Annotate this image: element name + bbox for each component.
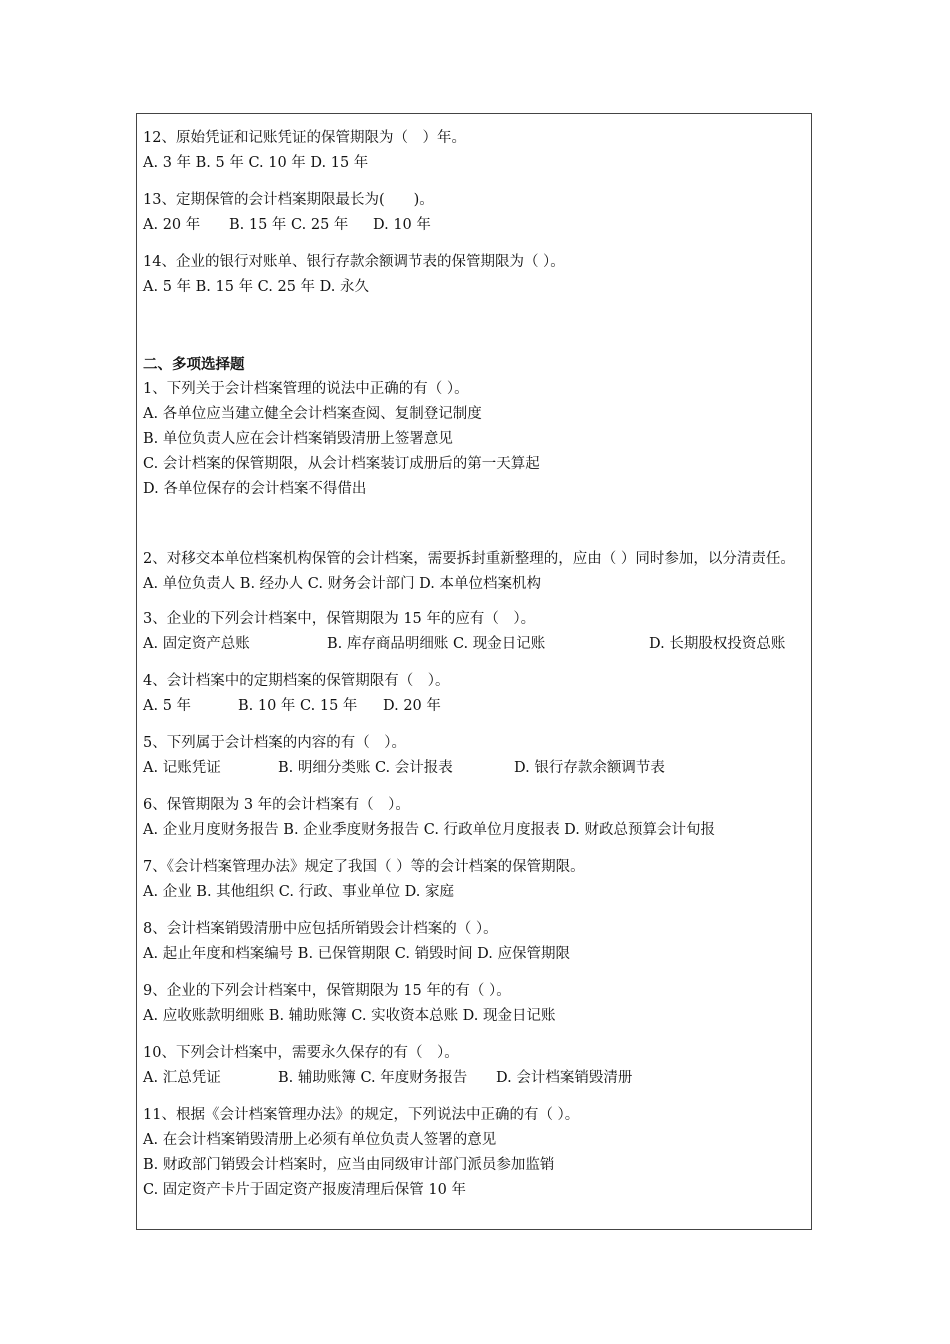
option-b: B. 财政部门销毁会计档案时，应当由同级审计部门派员参加监销 xyxy=(143,1157,555,1173)
question-options xyxy=(143,213,808,238)
option-a: A. 记账凭证 xyxy=(143,760,221,776)
question-options: A. 起止年度和档案编号 B. 已保管期限 C. 销毁时间 D. 应保管期限 xyxy=(143,946,571,962)
document-content xyxy=(143,126,808,1215)
question-text: 7、《会计档案管理办法》规定了我国（ ）等的会计档案的保管期限。 xyxy=(143,859,585,875)
option-d: D. 各单位保存的会计档案不得借出 xyxy=(143,481,367,497)
question-text: 2、对移交本单位档案机构保管的会计档案，需要拆封重新整理的，应由（ ）同时参加，以分清责任。 xyxy=(143,551,795,567)
question-12 xyxy=(143,126,808,176)
question-options: A. 单位负责人 B. 经办人 C. 财务会计部门 D. 本单位档案机构 xyxy=(143,576,542,592)
option-c: C. 会计档案的保管期限，从会计档案装订成册后的第一天算起 xyxy=(143,456,540,472)
option-c: C. 固定资产卡片于固定资产报废清理后保管 10 年 xyxy=(143,1182,466,1198)
question-options: A. 3 年 B. 5 年 C. 10 年 D. 15 年 xyxy=(143,155,369,171)
question-text: 5、下列属于会计档案的内容的有（ ）。 xyxy=(143,735,406,751)
question-options: A. 应收账款明细账 B. 辅助账簿 C. 实收资本总账 D. 现金日记账 xyxy=(143,1008,556,1024)
option-d: D. 会计档案销毁清册 xyxy=(496,1070,633,1086)
multi-question-8 xyxy=(143,917,808,967)
option-b: B. 单位负责人应在会计档案销毁清册上签署意见 xyxy=(143,431,453,447)
spacer xyxy=(143,514,808,547)
question-14 xyxy=(143,250,808,300)
question-text: 10、下列会计档案中，需要永久保存的有（ ）。 xyxy=(143,1045,459,1061)
option-bc: B. 15 年 C. 25 年 xyxy=(229,217,349,233)
spacer xyxy=(143,312,808,352)
question-text: 13、定期保管的会计档案期限最长为( )。 xyxy=(143,192,434,208)
multi-question-10 xyxy=(143,1041,808,1091)
question-text: 6、保管期限为 3 年的会计档案有（ ）。 xyxy=(143,797,410,813)
option-a: A. 固定资产总账 xyxy=(143,636,250,652)
multi-question-2 xyxy=(143,547,808,597)
multi-question-9 xyxy=(143,979,808,1029)
question-text: 11、根据《会计档案管理办法》的规定，下列说法中正确的有（ ）。 xyxy=(143,1107,580,1123)
option-bc: B. 辅助账簿 C. 年度财务报告 xyxy=(278,1070,468,1086)
multi-question-4 xyxy=(143,669,808,719)
question-options: A. 企业 B. 其他组织 C. 行政、事业单位 D. 家庭 xyxy=(143,884,455,900)
question-13 xyxy=(143,188,808,238)
question-text: 14、企业的银行对账单、银行存款余额调节表的保管期限为（ ）。 xyxy=(143,254,565,270)
question-options xyxy=(143,694,808,719)
question-text: 1、下列关于会计档案管理的说法中正确的有（ ）。 xyxy=(143,381,469,397)
option-a: A. 在会计档案销毁清册上必须有单位负责人签署的意见 xyxy=(143,1132,497,1148)
question-text: 8、会计档案销毁清册中应包括所销毁会计档案的（ ）。 xyxy=(143,921,498,937)
question-options xyxy=(143,632,808,657)
option-bc: B. 明细分类账 C. 会计报表 xyxy=(278,760,453,776)
multi-question-6 xyxy=(143,793,808,843)
question-options xyxy=(143,1066,808,1091)
question-text: 9、企业的下列会计档案中，保管期限为 15 年的有（ ）。 xyxy=(143,983,511,999)
option-a: A. 各单位应当建立健全会计档案查阅、复制登记制度 xyxy=(143,406,482,422)
section-title: 二、多项选择题 xyxy=(143,356,245,373)
question-options: A. 5 年 B. 15 年 C. 25 年 D. 永久 xyxy=(143,279,369,295)
option-a: A. 汇总凭证 xyxy=(143,1070,221,1086)
question-text: 12、原始凭证和记账凭证的保管期限为（ ）年。 xyxy=(143,130,466,146)
question-options: A. 企业月度财务报告 B. 企业季度财务报告 C. 行政单位月度报表 D. 财政总预算会计旬报 xyxy=(143,822,716,838)
multi-question-3 xyxy=(143,607,808,657)
option-d: D. 20 年 xyxy=(383,698,441,714)
option-bc: B. 10 年 C. 15 年 xyxy=(238,698,358,714)
question-text: 3、企业的下列会计档案中，保管期限为 15 年的应有（ ）。 xyxy=(143,611,536,627)
option-bc: B. 库存商品明细账 C. 现金日记账 xyxy=(327,636,546,652)
option-d: D. 银行存款余额调节表 xyxy=(514,760,665,776)
multi-question-11 xyxy=(143,1103,808,1203)
multi-question-1 xyxy=(143,352,808,502)
multi-question-5 xyxy=(143,731,808,781)
question-options xyxy=(143,756,808,781)
option-a: A. 20 年 xyxy=(143,217,201,233)
option-d: D. 10 年 xyxy=(373,217,431,233)
question-text: 4、会计档案中的定期档案的保管期限有（ ）。 xyxy=(143,673,450,689)
option-d: D. 长期股权投资总账 xyxy=(649,636,786,652)
multi-question-7 xyxy=(143,855,808,905)
option-a: A. 5 年 xyxy=(143,698,192,714)
